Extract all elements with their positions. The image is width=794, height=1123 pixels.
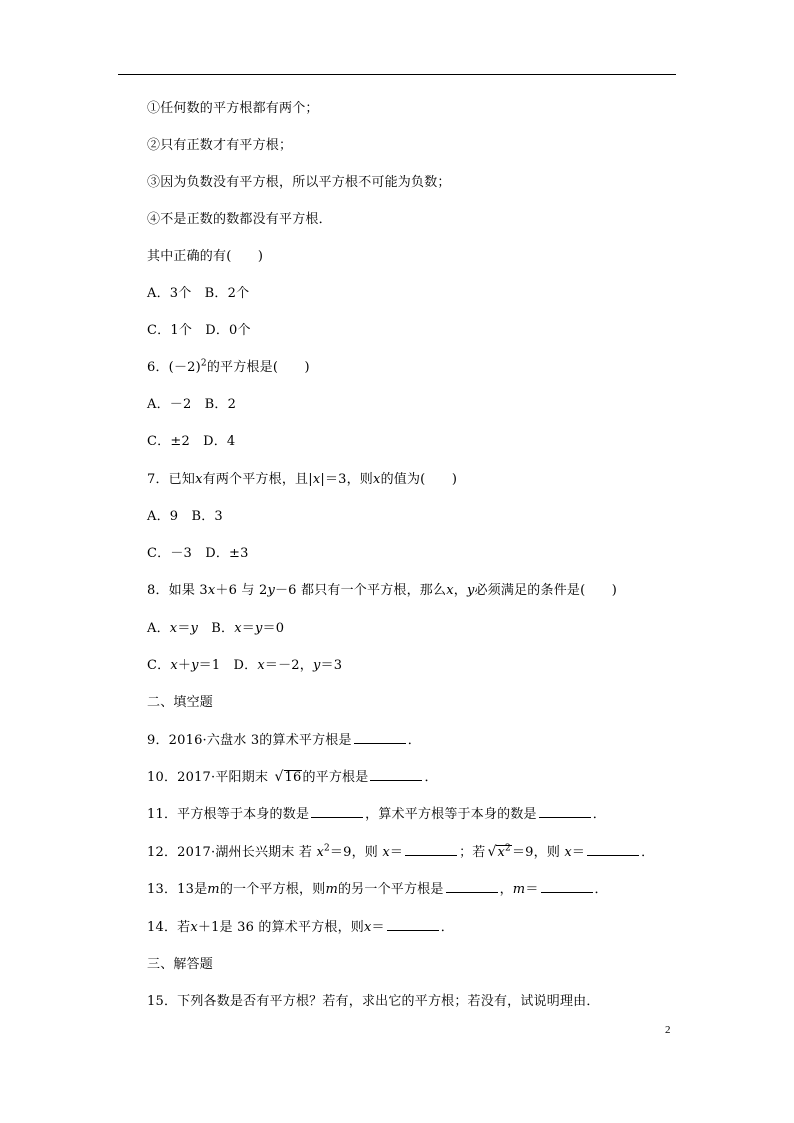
answer-blank	[541, 881, 593, 893]
page-number: 2	[665, 1024, 671, 1036]
question-6-options-cd: C．±2 D．4	[147, 434, 236, 449]
question-15: 15．下列各数是否有平方根？若有，求出它的平方根；若没有，试说明理由．	[147, 994, 600, 1009]
section-fill-in-heading: 二、填空题	[147, 695, 214, 710]
answer-blank	[587, 844, 639, 856]
statement-3: ③因为负数没有平方根，所以平方根不可能为负数；	[147, 175, 451, 190]
answer-blank	[387, 919, 439, 931]
answer-blank	[405, 844, 457, 856]
question-7-options-ab: A．9 B．3	[147, 509, 223, 524]
question-5-options-ab: A．3个 B．2个	[147, 286, 250, 301]
question-8-options-ab: A．x＝y B．x＝y＝0	[147, 621, 285, 636]
question-11: 11．平方根等于本身的数是 ，算术平方根等于本身的数是 ．	[147, 807, 606, 822]
question-6-stem: 6．$(-2)^2$的平方根是( )	[147, 358, 310, 375]
square-root-symbol: √ $x^2$	[487, 843, 511, 860]
question-7-stem: 7．已知x有两个平方根，且|x|＝3，则x的值为( )	[147, 472, 458, 487]
question-7-options-cd: C．－3 D．±3	[147, 546, 249, 561]
question-5-options-cd: C．1个 D．0个	[147, 323, 251, 338]
question-12: 12．2017·湖州长兴期末 若 $x^2=9$，则 x＝ ；若 √ $x^2=9$，则 x＝ ．	[147, 843, 655, 860]
statement-1: ①任何数的平方根都有两个；	[147, 101, 319, 116]
question-13: 13．13是m的一个平方根，则m的另一个平方根是 ，m＝ ．	[147, 882, 608, 897]
header-rule	[118, 74, 676, 75]
answer-blank	[354, 732, 406, 744]
section-answer-heading: 三、解答题	[147, 957, 214, 972]
question-5-stem: 其中正确的有( )	[147, 249, 264, 264]
answer-blank	[311, 806, 363, 818]
answer-blank	[539, 806, 591, 818]
answer-blank	[370, 769, 422, 781]
question-9: 9．2016·六盘水 3的算术平方根是 ．	[147, 733, 421, 748]
question-10: 10．2017·平阳期末 √ 16的平方根是 ．	[147, 769, 438, 785]
statement-2: ②只有正数才有平方根；	[147, 138, 293, 153]
answer-blank	[446, 881, 498, 893]
question-6-options-ab: A．－2 B．2	[147, 397, 237, 412]
question-14: 14．若x＋1是 36 的算术平方根，则x＝ ．	[147, 920, 454, 935]
question-8-stem: 8．如果 3x＋6 与 2y－6 都只有一个平方根，那么x，y必须满足的条件是( )	[147, 583, 618, 598]
statement-4: ④不是正数的数都没有平方根．	[147, 212, 332, 227]
question-8-options-cd: C．x＋y＝1 D．x＝－2，y＝3	[147, 658, 343, 673]
square-root-symbol: √ 16	[274, 769, 302, 785]
